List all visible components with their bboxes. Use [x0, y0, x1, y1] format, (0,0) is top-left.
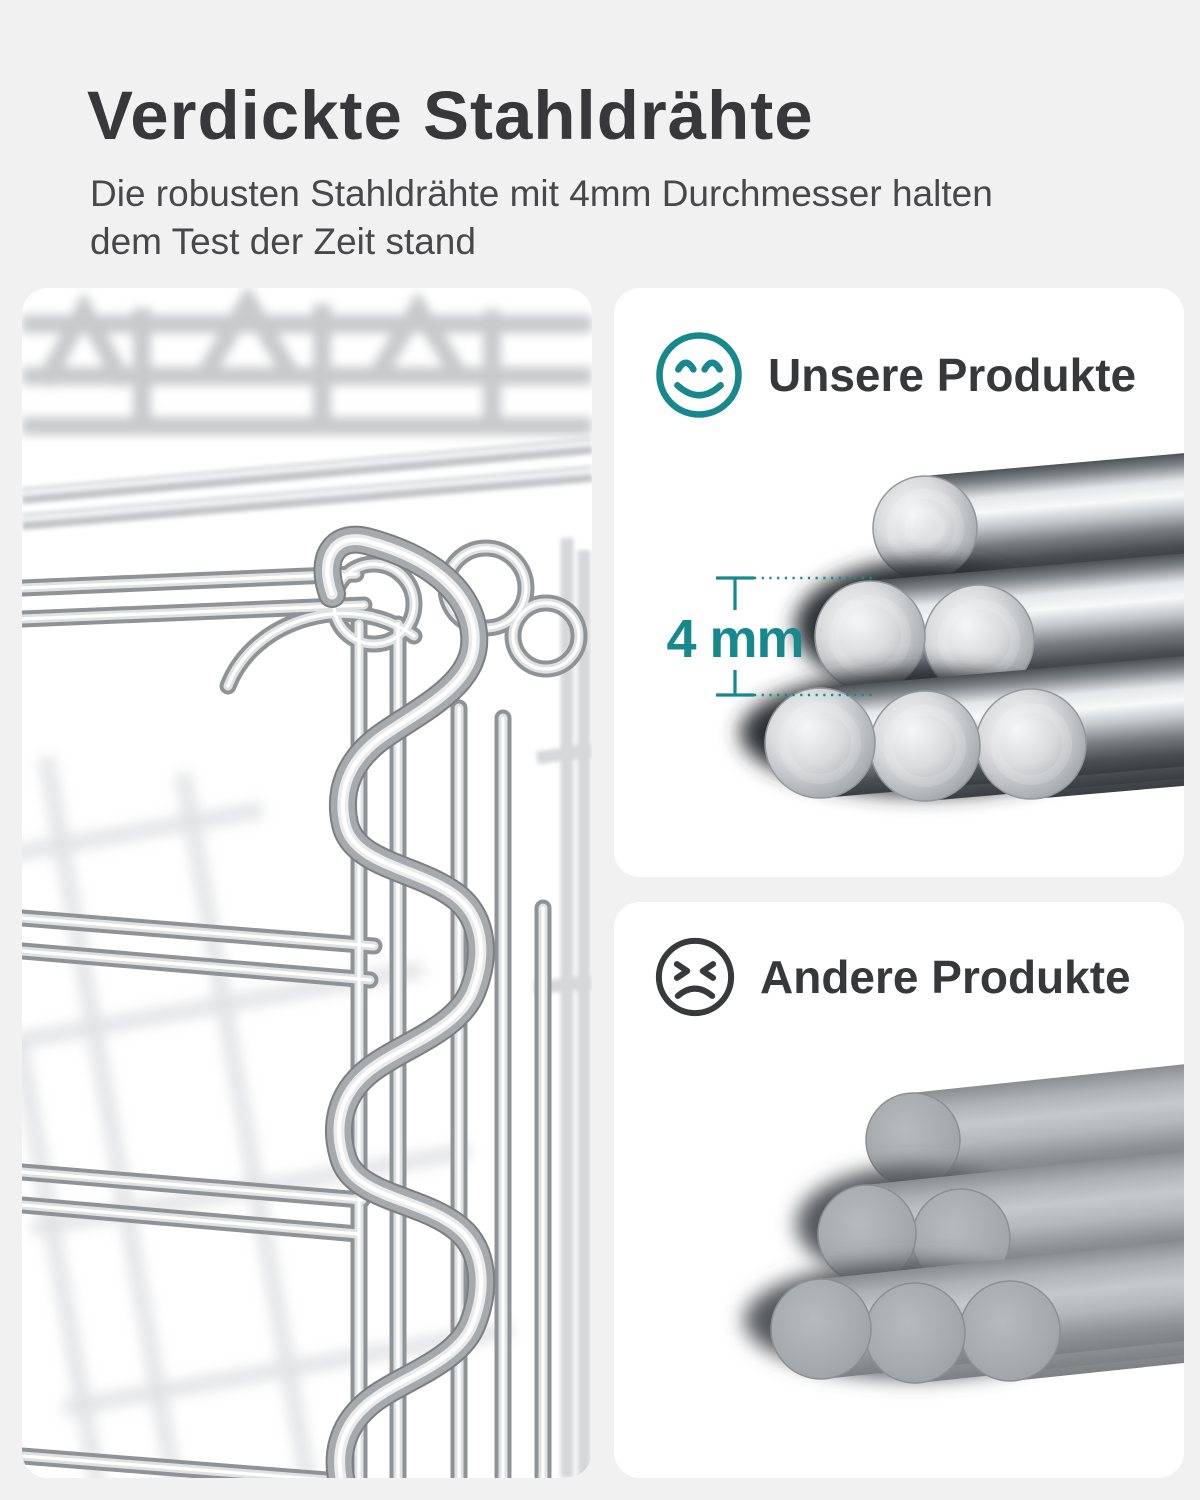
subtitle-line-2: dem Test der Zeit stand [90, 221, 476, 262]
page-title: Verdickte Stahldrähte [87, 77, 814, 154]
subtitle-line-1: Die robusten Stahldrähte mit 4mm Durchmesser halten [90, 173, 993, 214]
our-products-card [614, 288, 1184, 877]
page-subtitle [90, 170, 993, 266]
happy-face-icon [652, 328, 746, 422]
gabion-mesh-corner-photo [22, 288, 592, 1478]
other-products-card [614, 902, 1184, 1478]
our-products-label: Unsere Produkte [768, 349, 1137, 401]
gabion-photo-panel [22, 288, 592, 1478]
other-products-label: Andere Produkte [760, 951, 1131, 1003]
sad-face-icon [652, 934, 738, 1020]
diameter-label: 4 mm [666, 609, 804, 669]
